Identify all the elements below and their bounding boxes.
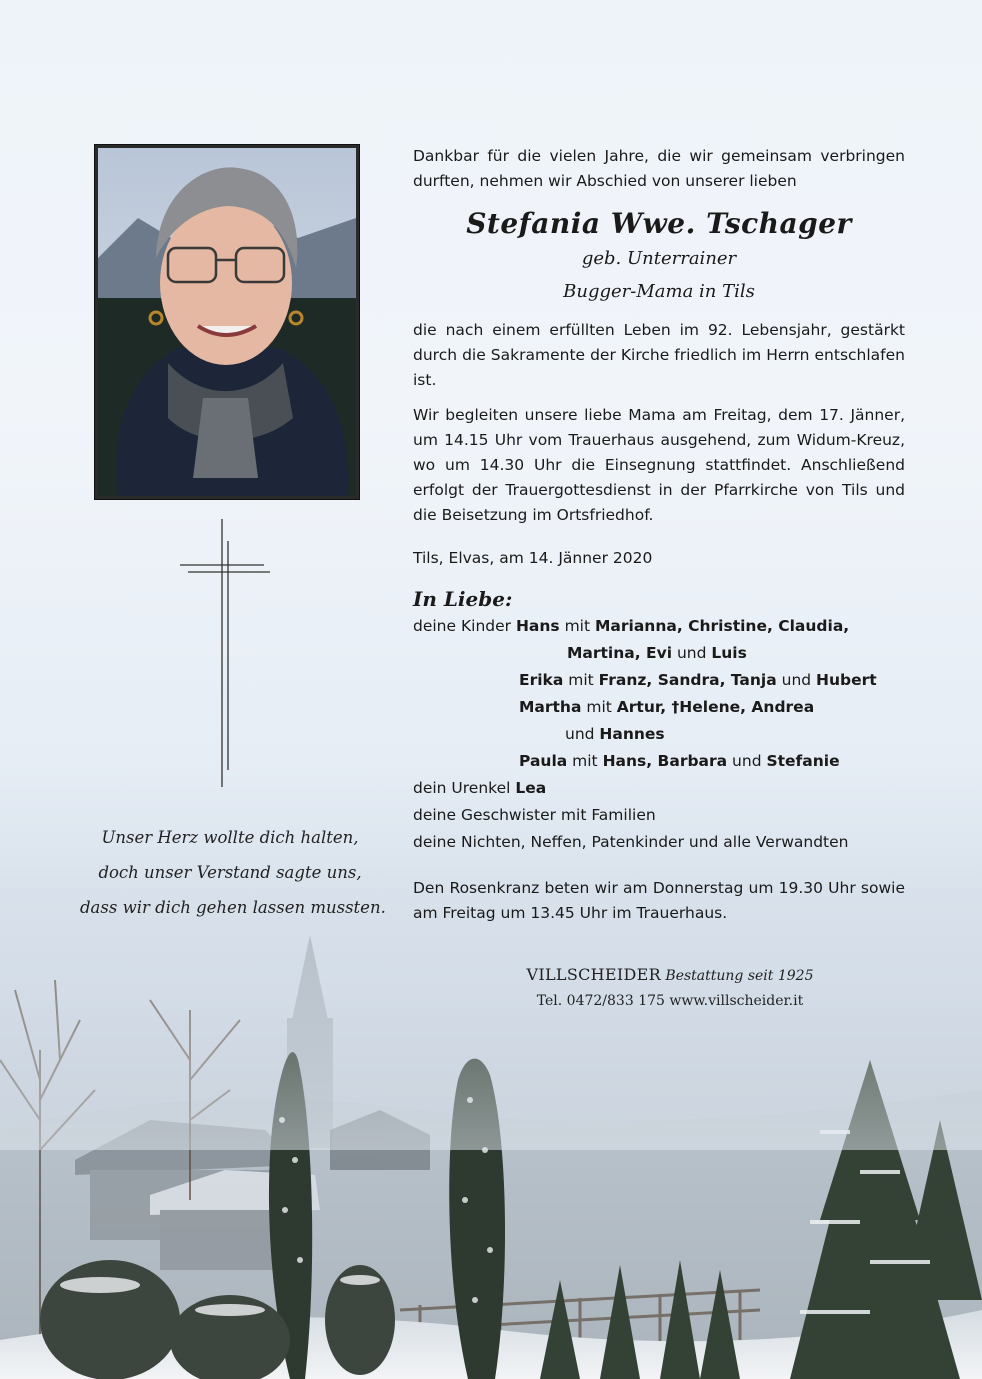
und-text: und: [672, 644, 712, 662]
relatives-names: Stefanie: [766, 752, 840, 770]
passing-text: die nach einem erfüllten Leben im 92. Lebensjahr, gestärkt durch die Sakramente der Kirche friedlich im Herrn entschlafen ist.: [413, 321, 905, 389]
funeral-home-footer: [470, 962, 870, 1014]
memorial-quote: [80, 820, 386, 925]
funeral-home-name: VILLSCHEIDER: [526, 965, 661, 984]
mit-text: mit: [567, 752, 603, 770]
family-row: [413, 613, 905, 640]
quote-line: doch unser Verstand sagte uns,: [98, 863, 362, 882]
deceased-name: Stefania Wwe. Tschager: [466, 207, 852, 240]
family-row: deine Nichten, Neffen, Patenkinder und alle Verwandten: [413, 833, 849, 851]
family-row: [413, 694, 905, 721]
mit-text: mit: [581, 698, 617, 716]
funeral-home-line: [470, 962, 870, 989]
quote-line: dass wir dich gehen lassen mussten.: [80, 898, 386, 917]
great-grandchild-name: Lea: [515, 779, 547, 797]
family-row: [413, 748, 905, 775]
relatives-names: Martina, Evi: [567, 644, 673, 662]
relatives-names: Hubert: [816, 671, 877, 689]
und-text: und: [565, 725, 600, 743]
urenkel-prefix: dein Urenkel: [413, 779, 516, 797]
portrait-photo-frame: [94, 144, 360, 500]
child-name: Erika: [519, 671, 564, 689]
relatives-names: Artur, †Helene, Andrea: [616, 698, 815, 716]
child-name: Paula: [519, 752, 568, 770]
family-row: [413, 775, 905, 802]
birth-name: geb. Unterrainer: [581, 248, 737, 269]
funeral-home-since: Bestattung seit 1925: [660, 968, 814, 984]
relatives-names: Hannes: [599, 725, 665, 743]
in-liebe-heading: In Liebe:: [413, 587, 513, 611]
mit-text: mit: [559, 617, 595, 635]
child-name: Martha: [519, 698, 582, 716]
family-row: [413, 640, 905, 667]
mit-text: mit: [563, 671, 599, 689]
obituary-text: [413, 144, 905, 926]
und-text: und: [727, 752, 767, 770]
relatives-names: Hans, Barbara: [602, 752, 728, 770]
kinder-prefix: deine Kinder: [413, 617, 516, 635]
nickname: Bugger-Mama in Tils: [563, 281, 755, 302]
relatives-names: Luis: [711, 644, 747, 662]
funeral-text: Wir begleiten unsere liebe Mama am Freitag, dem 17. Jänner, um 14.15 Uhr vom Trauerhaus ausgehend, zum Widum-Kreuz, wo um 14.30 Uhr die Einsegnung stattfindet. Anschließend erfolgt der Trauergottesdienst in der Pfarrkirche von Tils und die Beisetzung im Ortsfriedhof.: [413, 406, 905, 524]
intro-text: Dankbar für die vielen Jahre, die wir gemeinsam verbringen durften, nehmen wir Abschied von unserer lieben: [413, 147, 905, 190]
und-text: und: [776, 671, 817, 689]
cross-icon: [180, 515, 270, 790]
rosary-text: Den Rosenkranz beten wir am Donnerstag um 19.30 Uhr sowie am Freitag um 13.45 Uhr im Trauerhaus.: [413, 879, 905, 922]
funeral-home-contact: Tel. 0472/833 175 www.villscheider.it: [536, 993, 804, 1009]
family-row: deine Geschwister mit Familien: [413, 806, 656, 824]
child-name: Hans: [515, 617, 560, 635]
quote-line: Unser Herz wollte dich halten,: [101, 828, 359, 847]
place-date: Tils, Elvas, am 14. Jänner 2020: [413, 549, 653, 567]
relatives-names: Marianna, Christine, Claudia,: [594, 617, 850, 635]
family-row: [413, 721, 905, 748]
portrait-photo: [98, 148, 356, 496]
family-list: [413, 613, 905, 856]
relatives-names: Franz, Sandra, Tanja: [598, 671, 777, 689]
family-row: [413, 667, 905, 694]
